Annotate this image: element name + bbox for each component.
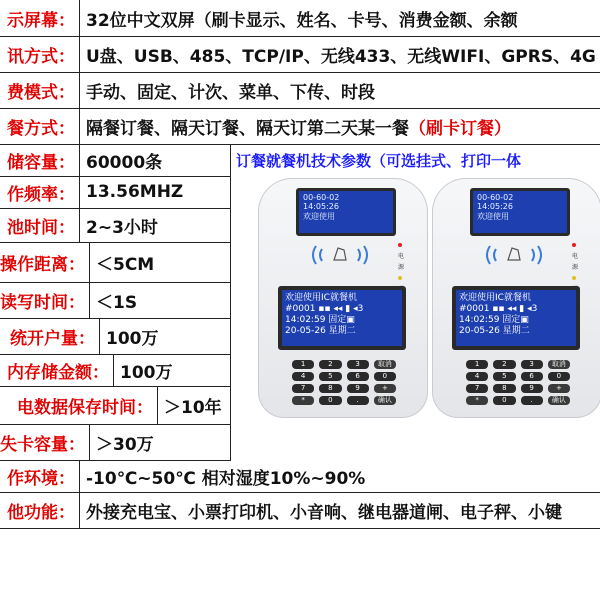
keypad-key[interactable]: 确认 [548,396,570,405]
spec-label: 储容量： [0,144,80,176]
main-lcd-screen [278,286,406,350]
spec-value-text: 隔餐订餐、隔天订餐、隔天订第二天某一餐 [86,118,409,139]
keypad-key[interactable]: 0 [319,396,341,405]
lcd-line: #0001 ▪▪ ◂◂ ▮ ◂3 [459,304,538,314]
spec-value-text: ＞10年 [164,397,222,418]
spec-value [80,72,600,108]
spec-value [158,386,230,424]
spec-row [0,492,600,529]
spec-row [0,386,231,425]
keypad [292,360,396,405]
spec-value-highlight: （刷卡订餐） [409,118,511,139]
status-leds: 电源 [398,240,404,339]
keypad-key[interactable]: 3 [521,360,543,369]
keypad-key[interactable]: 8 [493,384,515,393]
spec-label: 电数据保存时间： [0,386,158,424]
spec-label: 内存储金额： [0,354,114,386]
keypad-key[interactable]: 2 [319,360,341,369]
top-lcd-screen [296,188,396,236]
lcd-line: 20-05-26 星期二 [459,326,530,336]
lcd-line: 14:02:59 固定▣ [459,315,529,325]
keypad-key[interactable]: . [347,396,369,405]
spec-value-text: 2~3小时 [86,217,158,238]
spec-row [0,0,600,37]
spec-value [80,144,230,176]
spec-value-text: U盘、USB、485、TCP/IP、无线433、无线WIFI、GPRS、4G [86,46,596,67]
top-lcd-screen [470,188,570,236]
spec-value-text: 32位中文双屏（刷卡显示、姓名、卡号、消费金额、余额 [86,10,518,31]
top-lcd-line: 14:05:26 [477,202,513,211]
keypad-key[interactable]: 取消 [374,360,396,369]
spec-label: 读写时间： [0,282,90,318]
keypad-key[interactable]: * [292,396,314,405]
spec-value [80,0,600,36]
spec-label: 他功能： [0,492,80,528]
spec-value-text: ＞30万 [96,434,154,455]
spec-label: 统开户量： [0,318,100,354]
keypad-key[interactable]: 6 [347,372,369,381]
lcd-line: 欢迎使用IC就餐机 [459,293,531,303]
spec-value [80,208,230,242]
spec-row [0,72,600,109]
spec-value [80,176,230,208]
spec-label: 操作距离： [0,242,90,282]
spec-row [0,354,231,387]
keypad-key[interactable]: 2 [493,360,515,369]
keypad-key[interactable]: 7 [292,384,314,393]
keypad [466,360,570,405]
spec-value [100,318,230,354]
keypad-key[interactable]: + [548,384,570,393]
keypad-key[interactable]: 3 [347,360,369,369]
spec-value [80,492,600,528]
keypad-key[interactable]: 5 [319,372,341,381]
spec-title: 订餐就餐机技术参数（可选挂式、打印一体 [236,152,522,170]
lcd-line: 欢迎使用IC就餐机 [285,293,357,303]
spec-value [90,424,230,460]
spec-value-text: 13.56MHZ [86,182,184,202]
spec-label: 失卡容量： [0,424,90,460]
spec-value-text: 外接充电宝、小票打印机、小音响、继电器道闸、电子秤、小键 [86,502,562,523]
spec-value-text: 手动、固定、计次、菜单、下传、时段 [86,82,375,103]
spec-value-text: 60000条 [86,152,163,173]
spec-value-text: ＜1S [96,292,138,313]
spec-value [114,354,230,386]
keypad-key[interactable]: 9 [521,384,543,393]
keypad-key[interactable]: 9 [347,384,369,393]
nfc-icon [482,238,546,272]
keypad-key[interactable]: 0 [374,372,396,381]
spec-label: 作环境： [0,460,80,492]
lcd-line: #0001 ▪▪ ◂◂ ▮ ◂3 [285,304,364,314]
keypad-key[interactable]: 1 [466,360,488,369]
spec-value-text: 100万 [106,328,159,349]
top-lcd-line: 00-60-02 [303,193,340,202]
keypad-key[interactable]: 确认 [374,396,396,405]
keypad-key[interactable]: 0 [548,372,570,381]
keypad-key[interactable]: 0 [493,396,515,405]
top-lcd-line: 00-60-02 [477,193,514,202]
top-lcd-line: 欢迎使用 [303,212,335,221]
spec-value [80,108,600,144]
status-leds: 电源 [572,240,578,339]
spec-label: 示屏幕： [0,0,80,36]
spec-label: 费模式： [0,72,80,108]
keypad-key[interactable]: 1 [292,360,314,369]
spec-value-text: 100万 [120,362,173,383]
lcd-line: 20-05-26 星期二 [285,326,356,336]
keypad-key[interactable]: + [374,384,396,393]
spec-value [80,36,600,72]
spec-row [0,318,231,355]
top-lcd-line: 14:05:26 [303,202,339,211]
spec-row [0,108,600,145]
keypad-key[interactable]: 7 [466,384,488,393]
spec-label: 餐方式： [0,108,80,144]
spec-value [90,282,230,318]
keypad-key[interactable]: . [521,396,543,405]
keypad-key[interactable]: 5 [493,372,515,381]
keypad-key[interactable]: 6 [521,372,543,381]
keypad-key[interactable]: 8 [319,384,341,393]
keypad-key[interactable]: 4 [466,372,488,381]
spec-value [90,242,230,282]
spec-label: 池时间： [0,208,80,242]
nfc-icon [308,238,372,272]
spec-label: 作频率： [0,176,80,208]
main-lcd-screen [452,286,580,350]
keypad-key[interactable]: 取消 [548,360,570,369]
top-lcd-line: 欢迎使用 [477,212,509,221]
spec-row [0,424,231,461]
spec-row [0,176,231,209]
spec-row [0,144,231,177]
spec-row [0,208,231,243]
spec-label: 讯方式： [0,36,80,72]
spec-value-text: -10℃~50℃ 相对湿度10%~90% [86,468,366,489]
spec-row [0,460,600,493]
spec-row [0,242,231,283]
spec-row [0,282,231,319]
spec-value-text: ＜5CM [96,254,155,275]
keypad-key[interactable]: * [466,396,488,405]
lcd-line: 14:02:59 固定▣ [285,315,355,325]
spec-value [80,460,600,492]
spec-row [0,36,600,73]
keypad-key[interactable]: 4 [292,372,314,381]
